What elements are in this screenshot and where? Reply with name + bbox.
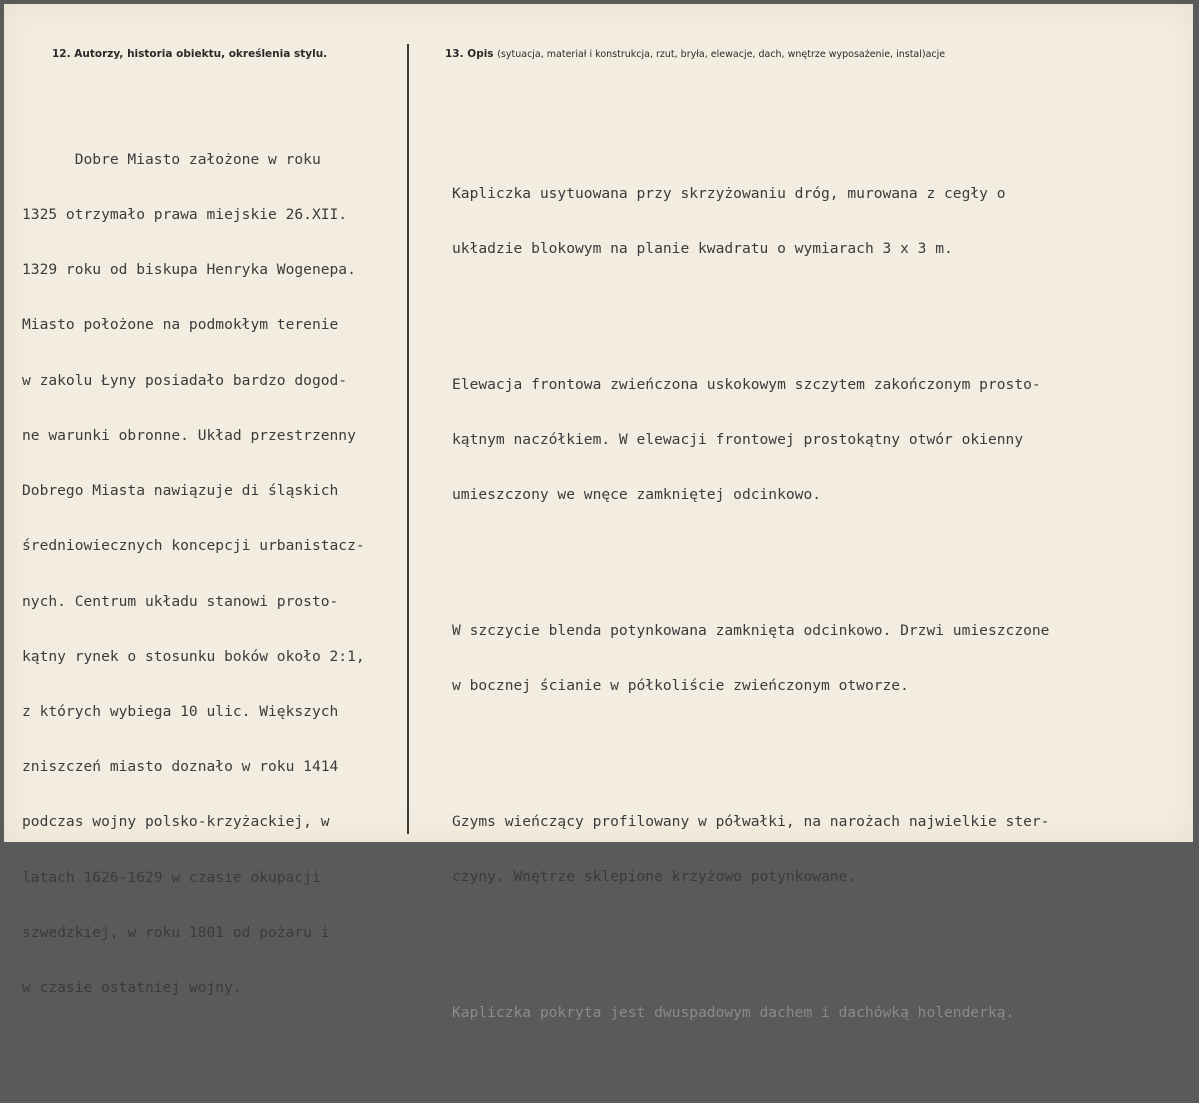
description-paragraph bbox=[452, 967, 1049, 1059]
description-line: kątnym naczółkiem. W elewacji frontowej prostokątny otwór okienny bbox=[452, 430, 1024, 448]
description-line: w bocznej ścianie w półkoliście zwieńczonym otworze. bbox=[452, 677, 909, 695]
history-line: Dobrego Miasta nawiązuje di śląskich bbox=[22, 482, 339, 500]
section-13-title: Opis bbox=[467, 48, 494, 60]
history-line: Miasto położone na podmokłym terenie bbox=[22, 316, 339, 334]
description-line: układzie blokowym na planie kwadratu o wymiarach 3 x 3 m. bbox=[452, 239, 953, 257]
history-line: ne warunki obronne. Układ przestrzenny bbox=[22, 426, 356, 444]
section-13-subtitle: (sytuacja, materiał i konstrukcja, rzut, bryła, elewacje, dach, wnętrze wyposażenie, instal)acje bbox=[497, 49, 946, 60]
description-line: Kapliczka pokryta jest dwuspadowym dachem i dachówką holenderką. bbox=[452, 1004, 1015, 1022]
description-paragraph bbox=[452, 776, 1049, 923]
history-line: średniowiecznych koncepcji urbanistacz- bbox=[22, 537, 365, 555]
description-line: czyny. Wnętrze sklepione krzyżowo potynkowane. bbox=[452, 868, 857, 886]
description-paragraph bbox=[452, 339, 1049, 541]
history-line: podczas wojny polsko-krzyżackiej, w bbox=[22, 813, 330, 831]
history-line: szwedzkiej, w roku 1801 od pożaru i bbox=[22, 923, 330, 941]
description-line: umieszczony we wnęce zamkniętej odcinkowo. bbox=[452, 486, 822, 504]
history-line: w czasie ostatniej wojny. bbox=[22, 979, 242, 997]
description-line: Kapliczka usytuowana przy skrzyżowaniu dróg, murowana z cegły o bbox=[452, 184, 1006, 202]
section-12-title: Autorzy, historia obiektu, określenia stylu. bbox=[74, 48, 328, 60]
description-paragraph bbox=[452, 585, 1049, 732]
section-12-number: 12. bbox=[52, 48, 71, 60]
description-line: W szczycie blenda potynkowana zamknięta odcinkowo. Drzwi umieszczone bbox=[452, 621, 1050, 639]
history-line: zniszczeń miasto doznało w roku 1414 bbox=[22, 758, 339, 776]
history-line: kątny rynek o stosunku boków około 2:1, bbox=[22, 647, 365, 665]
history-line: z których wybiega 10 ulic. Większych bbox=[22, 703, 339, 720]
description-line: Gzyms wieńczący profilowany w półwałki, na narożach najwielkie ster- bbox=[452, 813, 1050, 831]
description-paragraph bbox=[452, 148, 1049, 295]
section-13-header bbox=[445, 48, 945, 60]
history-line: latach 1626-1629 w czasie okupacji bbox=[22, 868, 321, 886]
history-line: 1329 roku od biskupa Henryka Wogenepa. bbox=[22, 261, 356, 279]
section-12-header bbox=[52, 48, 327, 60]
history-line: Dobre Miasto założone w roku bbox=[22, 150, 321, 168]
section-13-number: 13. bbox=[445, 48, 464, 60]
column-divider bbox=[407, 44, 409, 834]
description-text bbox=[452, 111, 1049, 1103]
description-line: Elewacja frontowa zwieńczona uskokowym szczytem zakończonym prosto- bbox=[452, 375, 1041, 393]
history-line: 1325 otrzymało prawa miejskie 26.XII. bbox=[22, 206, 348, 224]
history-line: w zakolu Łyny posiadało bardzo dogod- bbox=[22, 371, 348, 389]
history-line: nych. Centrum układu stanowi prosto- bbox=[22, 592, 339, 610]
inventory-card bbox=[4, 4, 1193, 1022]
history-text bbox=[22, 114, 365, 1034]
